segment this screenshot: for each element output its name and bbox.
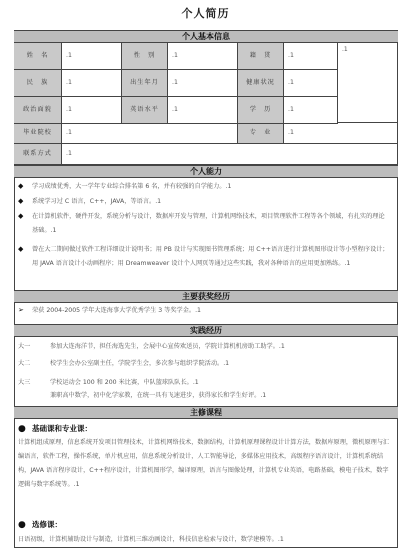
name-placeholder: .1 <box>66 51 72 59</box>
political-placeholder: .1 <box>66 105 72 113</box>
gender-placeholder: .1 <box>172 51 178 59</box>
english-label: 英语水平 <box>122 97 168 124</box>
political-label: 政治面貌 <box>14 97 62 124</box>
section-courses: 主修课程 <box>14 406 398 419</box>
native-placeholder: .1 <box>288 51 294 59</box>
practice-row <box>18 389 266 402</box>
practice-year: 大一 <box>18 343 31 350</box>
practice-row <box>18 357 229 370</box>
degree-placeholder: .1 <box>288 105 294 113</box>
birth-label: 出生年月 <box>122 70 168 97</box>
ethnic-placeholder: .1 <box>66 78 72 86</box>
dot-bullet-icon: ● <box>18 520 26 530</box>
english-value[interactable] <box>168 97 238 124</box>
elective-courses-text: 日语初级，计算机辅助设计与制造，计算机三维动画设计，科技信息检索与设计，数学建模等。.1 <box>18 536 284 543</box>
basic-courses-text: 计算机组成原理，信息系统开发项目管理技术，计算机网络技术，数据结构，计算机原理课程设计计算方法，数据库原理，微机原理与汇编语言，软件工程，操作系统，单片机应用，信息系统分析设计，人工智能导论，多媒体应用技术，高级程序语言设计，计算机系统结构，JAVA 语言程序设计，C++程序设计，计算机图形学，编译原理，语言与图像处理，计算机专业英语，电路基础，模电子技术，数字逻辑与数字系统等。.1 <box>18 439 390 488</box>
ability-text: 学习成绩优秀，大一学年专业综合排名第 6 名，并有较强的自学能力。.1 <box>32 183 232 190</box>
photo-placeholder: .1 <box>342 46 348 53</box>
health-value[interactable] <box>284 70 338 97</box>
ethnic-value[interactable] <box>62 70 122 97</box>
dot-bullet-icon: ● <box>18 424 26 434</box>
english-placeholder: .1 <box>172 105 178 113</box>
practice-desc: 参加大连海洋节，担任海选先生，会展中心宣传欢送员，学院计算机机房助工助学。.1 <box>49 343 285 350</box>
section-basic-info: 个人基本信息 <box>14 30 398 43</box>
health-label: 健康状况 <box>238 70 284 97</box>
ability-text: 在计算机软件，硬件开发，系统分析与设计，数据库开发与管理，计算机网络技术，项目管理软件工程等各个领域，有扎实的理论基础。.1 <box>32 213 385 234</box>
award-text: 荣获 2004-2005 学年大连海事大学优秀学生 3 等奖学金。.1 <box>32 307 201 314</box>
ability-item <box>18 195 390 209</box>
ability-item <box>18 243 390 270</box>
basic-courses-title: 基础课和专业课： <box>32 424 92 433</box>
major-label: 专 业 <box>238 124 284 144</box>
practice-year: 大二 <box>18 360 31 367</box>
practice-desc: 学校运动会 100 和 200 米比赛，中队篮球队队长。.1 <box>49 379 199 386</box>
practice-desc: 校学生会办公室副主任，学院学生会，多次参与组织学院活动。.1 <box>49 360 230 367</box>
elective-courses-heading <box>18 519 62 530</box>
name-label: 姓 名 <box>14 43 62 70</box>
school-value[interactable] <box>62 124 238 144</box>
contact-placeholder: .1 <box>66 149 72 157</box>
ability-item <box>18 210 390 237</box>
school-placeholder: .1 <box>66 129 72 137</box>
native-label: 籍 贯 <box>238 43 284 70</box>
contact-value[interactable] <box>62 144 398 165</box>
arrow-bullet-icon: ➢ <box>18 306 24 314</box>
basic-info-grid <box>14 43 398 165</box>
birth-value[interactable] <box>168 70 238 97</box>
name-value[interactable] <box>62 43 122 70</box>
political-value[interactable] <box>62 97 122 124</box>
section-ability: 个人能力 <box>14 165 398 178</box>
ability-text: 曾在大二期间做过软件工程详细设计说明书；用 PB 设计与实现图书管理系统；用 C++语言进行计算机图形设计等小型程序设计；用 JAVA 语言设计小动画程序；用 Dreamweaver 设计个人网页等通过这些实践，我对各种语言的应用更加熟练。.1 <box>32 246 389 267</box>
photo-box <box>338 43 398 123</box>
diamond-bullet-icon: ◆ <box>18 182 24 190</box>
ability-text: 系统学习过 C 语言，C++，JAVA，等语言。.1 <box>32 198 162 205</box>
gender-value[interactable] <box>168 43 238 70</box>
basic-courses-heading <box>18 423 92 434</box>
practice-desc: 兼职高中数学，初中化学家教，在统一具有飞速进步，获得家长和学生好评。.1 <box>49 392 267 399</box>
practice-row <box>18 376 199 389</box>
diamond-bullet-icon: ◆ <box>18 197 24 205</box>
practice-year: 大三 <box>18 379 31 386</box>
school-label: 毕业院校 <box>14 124 62 144</box>
award-item <box>18 304 390 318</box>
gender-label: 性 别 <box>122 43 168 70</box>
diamond-bullet-icon: ◆ <box>18 245 24 253</box>
page-title: 个人简历 <box>181 7 230 20</box>
ability-item <box>18 180 390 194</box>
elective-courses-title: 选修课： <box>32 520 62 529</box>
diamond-bullet-icon: ◆ <box>18 212 24 220</box>
contact-label: 联系方式 <box>14 144 62 165</box>
section-awards: 主要获奖经历 <box>14 290 398 303</box>
section-practice: 实践经历 <box>14 324 398 337</box>
major-placeholder: .1 <box>288 129 294 137</box>
birth-placeholder: .1 <box>172 78 178 86</box>
health-placeholder: .1 <box>288 78 294 86</box>
ethnic-label: 民 族 <box>14 70 62 97</box>
native-value[interactable] <box>284 43 338 70</box>
practice-row <box>18 340 285 353</box>
degree-value[interactable] <box>284 97 338 124</box>
degree-label: 学 历 <box>238 97 284 124</box>
major-value[interactable] <box>284 124 398 144</box>
